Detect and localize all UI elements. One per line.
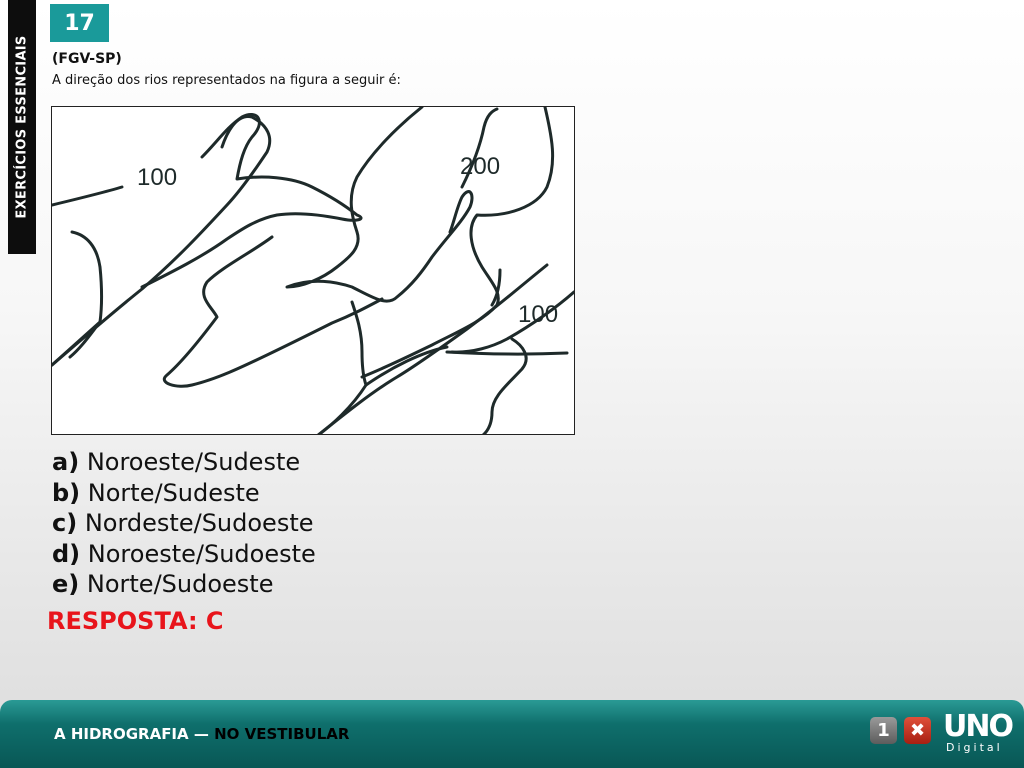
option-text: Nordeste/Sudoeste [84,509,314,537]
option-letter: d) [52,539,81,568]
contour-label-100-right: 100 [518,301,559,328]
river-line [70,322,100,357]
footer-title-part2: NO VESTIBULAR [214,725,350,743]
option-text: Norte/Sudoeste [86,570,274,598]
page-one-button[interactable]: 1 [870,717,897,744]
close-button[interactable] [904,717,931,744]
option-c[interactable] [52,508,316,539]
question-number: 17 [50,4,109,42]
option-letter: a) [52,448,80,476]
close-icon: ✖ [909,720,926,741]
option-letter: e) [52,570,80,598]
footer-title-part1: A HIDROGRAFIA [54,725,189,743]
option-e[interactable] [52,569,316,600]
river-line [317,302,366,435]
side-tab-label: EXERCÍCIOS ESSENCIAIS [14,35,30,219]
question-prompt: A direção dos rios representados na figura a seguir é: [52,73,401,88]
contour-label-200: 200 [460,153,501,180]
contour-map [52,107,575,435]
option-text: Norte/Sudeste [87,478,260,507]
option-text: Noroeste/Sudoeste [87,539,316,568]
contour-map-figure [51,106,575,435]
option-text: Noroeste/Sudeste [86,448,301,476]
side-tab [8,0,36,254]
contour-line [52,187,122,205]
contour-label-100-left: 100 [137,164,178,191]
question-source: (FGV-SP) [52,51,122,67]
contour-line [447,352,567,354]
answer-options [52,447,316,600]
option-b[interactable] [52,478,316,509]
option-a[interactable] [52,447,316,478]
logo-main: UNO [943,709,1012,744]
footer-bar [0,700,1024,768]
option-letter: c) [52,509,78,537]
option-d[interactable] [52,539,316,570]
footer-separator: — [193,725,209,743]
option-letter: b) [52,478,81,507]
uno-digital-logo [943,709,1012,754]
contour-line [52,116,270,365]
logo-sub: Digital [946,741,1003,754]
contour-line [287,107,472,301]
answer-text: RESPOSTA: C [47,607,224,635]
footer-title [54,725,349,743]
